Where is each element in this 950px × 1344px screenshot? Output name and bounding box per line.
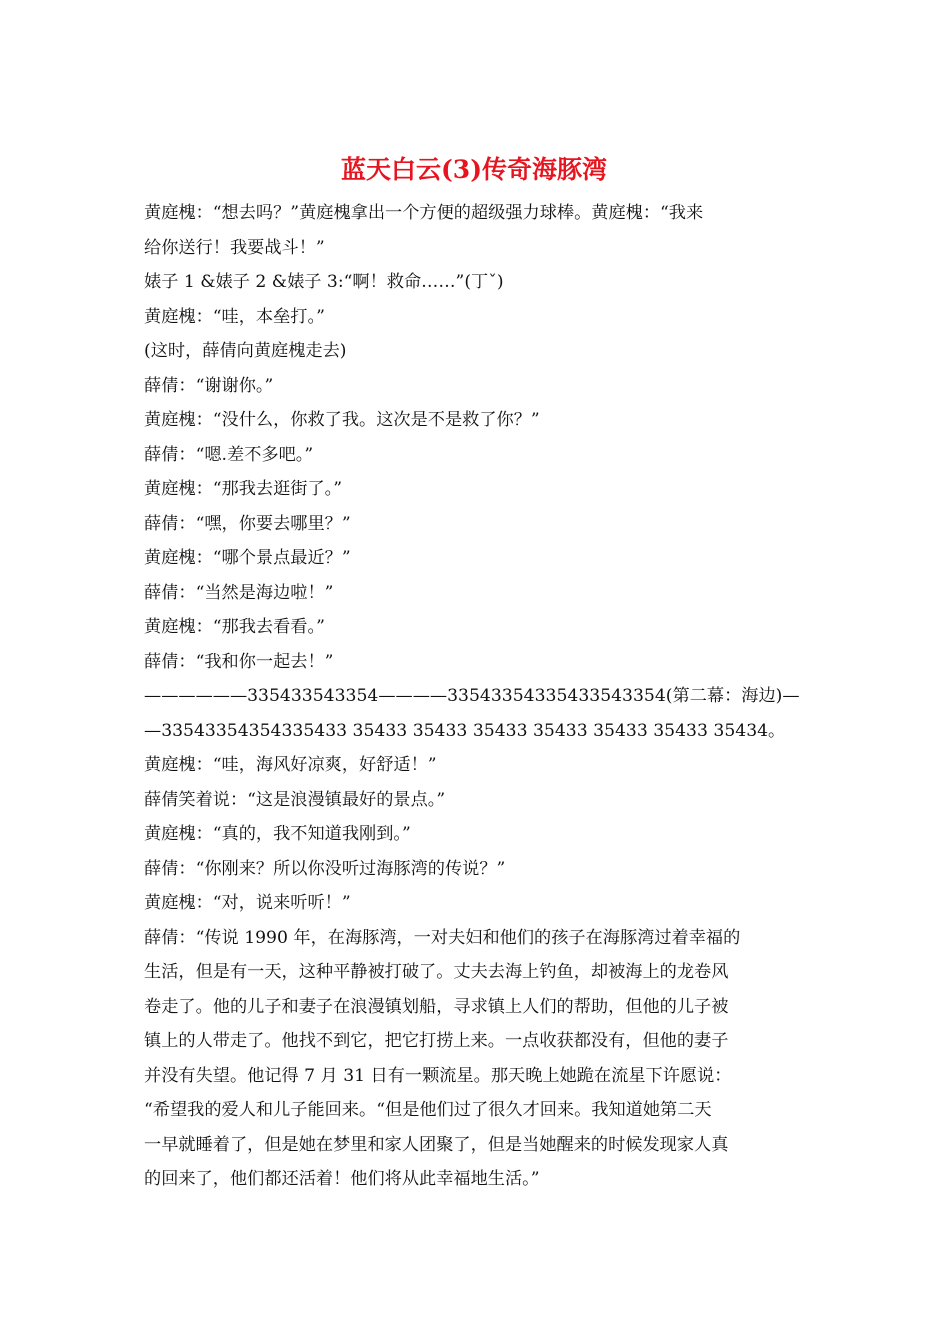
text-line: 薛倩：“嘿，你要去哪里？”: [144, 513, 351, 534]
text-line: 并没有失望。他记得 7 月 31 日有一颗流星。那天晚上她跪在流星下许愿说：: [144, 1065, 732, 1086]
text-line: 薛倩：“谢谢你。”: [144, 375, 274, 396]
text-line: 黄庭槐：“哪个景点最近？”: [144, 548, 351, 568]
text-line: 黄庭槐：“哇，本垒打。”: [144, 306, 325, 327]
text-line: 薛倩：“当然是海边啦！”: [144, 582, 334, 603]
text-line: (这时，薛倩向黄庭槐走去): [144, 341, 347, 361]
text-line: 的回来了，他们都还活着！他们将从此幸福地生活。”: [144, 1169, 540, 1189]
text-line: 黄庭槐：“哇，海风好凉爽，好舒适！”: [144, 755, 437, 775]
text-line: 黄庭槐：“没什么，你救了我。这次是不是救了你？”: [144, 410, 540, 430]
text-line: 给你送行！我要战斗！”: [144, 237, 325, 258]
text-line: 卷走了。他的儿子和妻子在浪漫镇划船，寻求镇上人们的帮助，但他的儿子被: [144, 996, 729, 1017]
text-line: “希望我的爱人和儿子能回来。“但是他们过了很久才回来。我知道她第二天: [144, 1100, 712, 1120]
text-line: 黄庭槐：“对，说来听听！”: [144, 893, 351, 913]
text-line: 黄庭槐：“那我去看看。”: [144, 617, 325, 637]
text-line: 薛倩：“传说 1990 年，在海豚湾，一对夫妇和他们的孩子在海豚湾过着幸福的: [144, 927, 741, 948]
document-body: [144, 196, 804, 1197]
text-line: 薛倩笑着说：“这是浪漫镇最好的景点。”: [144, 789, 446, 810]
text-line: 黄庭槐：“想去吗？”黄庭槐拿出一个方便的超级强力球棒。黄庭槐：“我来: [144, 203, 704, 223]
text-line: 黄庭槐：“真的，我不知道我刚到。”: [144, 824, 411, 844]
text-line: 婊子 1 &婊子 2 &婊子 3:“啊！救命……”(丁ˇ): [144, 272, 504, 292]
text-line: 黄庭槐：“那我去逛街了。”: [144, 479, 343, 499]
text-line: 生活，但是有一天，这种平静被打破了。丈夫去海上钓鱼，却被海上的龙卷风: [144, 962, 729, 982]
text-line: 薛倩：“我和你一起去！”: [144, 651, 334, 672]
text-line: 一早就睡着了，但是她在梦里和家人团聚了，但是当她醒来的时候发现家人真: [144, 1134, 729, 1155]
document-title: 蓝天白云(3)传奇海豚湾: [340, 155, 608, 184]
text-line: 薛倩：“你刚来？所以你没听过海豚湾的传说？”: [144, 858, 506, 879]
text-line: ——————335433543354————33543354335433543354(第二幕：海边)—: [144, 686, 800, 706]
text-line: 薛倩：“嗯.差不多吧。”: [144, 444, 314, 465]
text-line: 镇上的人带走了。他找不到它，把它打捞上来。一点收获都没有，但他的妻子: [144, 1031, 729, 1051]
text-line: —33543354354335433 35433 35433 35433 35433 35433 35433 35434。: [144, 720, 786, 741]
